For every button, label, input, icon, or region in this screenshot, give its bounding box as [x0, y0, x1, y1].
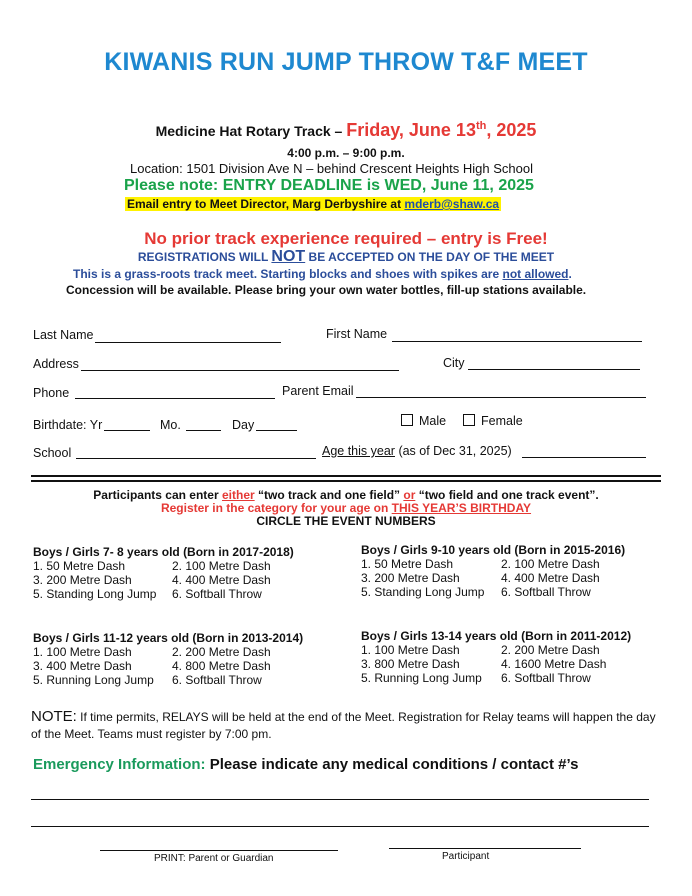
event-date	[346, 120, 536, 140]
no-registration-notice	[0, 248, 692, 266]
male-checkbox[interactable]	[401, 414, 413, 426]
event-item[interactable]: 5. Standing Long Jump	[361, 585, 485, 599]
event-item[interactable]: 1. 50 Metre Dash	[361, 557, 454, 571]
event-item[interactable]: 3. 400 Metre Dash	[33, 659, 132, 673]
event-item[interactable]: 5. Standing Long Jump	[33, 587, 157, 601]
event-item[interactable]: 4. 400 Metre Dash	[501, 571, 600, 585]
birthdate-day-label: Day	[232, 418, 255, 432]
phone-label: Phone	[33, 386, 70, 400]
reg-birthday: THIS YEAR’S BIRTHDAY	[391, 501, 532, 515]
birthdate-day-field[interactable]	[256, 430, 297, 431]
address-label: Address	[33, 357, 79, 371]
male-option[interactable]	[401, 414, 446, 428]
event-item[interactable]: 2. 100 Metre Dash	[501, 557, 600, 571]
school-label: School	[33, 446, 72, 460]
birthdate-month-label: Mo.	[160, 418, 181, 432]
emergency-text: Please indicate any medical conditions / contact #’s	[205, 756, 579, 773]
group-7-8-title: Boys / Girls 7- 8 years old (Born in 2017-2018)	[33, 545, 294, 559]
event-item[interactable]: 4. 800 Metre Dash	[172, 659, 271, 673]
noreg-not: NOT	[271, 248, 306, 265]
date-suffix: th	[475, 120, 487, 132]
event-location: Location: 1501 Division Ave N – behind Crescent Heights High School	[130, 161, 533, 176]
event-item[interactable]: 2. 200 Metre Dash	[172, 645, 271, 659]
reg-pre: Register in the category for your age on	[160, 501, 392, 515]
city-label: City	[443, 356, 465, 370]
event-item[interactable]: 1. 100 Metre Dash	[33, 645, 132, 659]
rules-p2: “two track and one field”	[254, 488, 404, 502]
free-entry-notice: No prior track experience required – entry is Free!	[144, 229, 548, 248]
emergency-info	[33, 756, 578, 773]
female-option[interactable]	[463, 414, 523, 428]
city-field[interactable]	[468, 369, 640, 370]
first-name-label: First Name	[326, 327, 388, 341]
entry-deadline: Please note: ENTRY DEADLINE is WED, June 11, 2025	[124, 177, 534, 194]
event-item[interactable]: 2. 200 Metre Dash	[501, 643, 600, 657]
event-item[interactable]: 6. Softball Throw	[501, 585, 591, 599]
parent-email-field[interactable]	[356, 397, 646, 398]
noreg-pre: REGISTRATIONS WILL	[137, 250, 272, 264]
age-label-underlined: Age this year	[322, 444, 395, 458]
event-item[interactable]: 6. Softball Throw	[172, 673, 262, 687]
divider-bottom	[31, 480, 661, 482]
grass-post: .	[568, 267, 572, 281]
group-11-12-title: Boys / Girls 11-12 years old (Born in 2013-2014)	[33, 631, 304, 645]
noreg-post: BE ACCEPTED ON THE DAY OF THE MEET	[305, 250, 555, 264]
page-title: KIWANIS RUN JUMP THROW T&F MEET	[104, 48, 588, 76]
age-label	[322, 444, 512, 458]
emergency-label: Emergency Information:	[33, 756, 206, 773]
date-text: Friday, June 13	[346, 120, 476, 140]
venue-text: Medicine Hat Rotary Track –	[155, 123, 347, 139]
last-name-field[interactable]	[95, 342, 281, 343]
event-item[interactable]: 6. Softball Throw	[172, 587, 262, 601]
birthdate-year-field[interactable]	[104, 430, 150, 431]
guardian-signature-line[interactable]	[100, 850, 338, 851]
grass-not-allowed: not allowed	[502, 267, 569, 281]
circle-events-heading: CIRCLE THE EVENT NUMBERS	[256, 514, 436, 528]
note-text: If time permits, RELAYS will be held at the end of the Meet. Registration for Relay teams will happen the day of the Meet. Teams must register by 7:00 pm.	[31, 710, 656, 741]
phone-field[interactable]	[75, 398, 275, 399]
participation-rules	[0, 488, 692, 502]
event-item[interactable]: 3. 200 Metre Dash	[33, 573, 132, 587]
event-item[interactable]: 1. 50 Metre Dash	[33, 559, 126, 573]
email-entry-line	[125, 197, 501, 211]
event-item[interactable]: 4. 1600 Metre Dash	[501, 657, 607, 671]
event-item[interactable]: 3. 800 Metre Dash	[361, 657, 460, 671]
school-field[interactable]	[76, 458, 316, 459]
female-checkbox[interactable]	[463, 414, 475, 426]
rules-p3: “two field and one track event”.	[415, 488, 599, 502]
email-entry-text: Email entry to Meet Director, Marg Derbyshire at	[127, 197, 405, 211]
age-field[interactable]	[522, 457, 646, 458]
date-year: , 2025	[486, 120, 537, 140]
register-category-notice	[0, 501, 692, 515]
female-label: Female	[481, 414, 523, 428]
guardian-signature-label: PRINT: Parent or Guardian	[154, 853, 274, 864]
grass-pre: This is a grass-roots track meet. Starting blocks and shoes with spikes are	[73, 267, 503, 281]
event-item[interactable]: 6. Softball Throw	[501, 671, 591, 685]
group-13-14-title: Boys / Girls 13-14 years old (Born in 2011-2012)	[361, 629, 632, 643]
event-item[interactable]: 5. Running Long Jump	[361, 671, 482, 685]
event-venue-date	[0, 120, 692, 141]
emergency-line-2[interactable]	[31, 826, 649, 827]
divider-top	[31, 475, 661, 477]
event-times: 4:00 p.m. – 9:00 p.m.	[287, 146, 405, 160]
emergency-line-1[interactable]	[31, 799, 649, 800]
event-item[interactable]: 3. 200 Metre Dash	[361, 571, 460, 585]
note-label: NOTE:	[31, 708, 77, 725]
grass-roots-notice	[73, 267, 572, 281]
male-label: Male	[419, 414, 447, 428]
participant-signature-label: Participant	[442, 851, 490, 862]
birthdate-month-field[interactable]	[186, 430, 221, 431]
group-9-10-title: Boys / Girls 9-10 years old (Born in 2015-2016)	[361, 543, 626, 557]
event-item[interactable]: 4. 400 Metre Dash	[172, 573, 271, 587]
address-field[interactable]	[81, 370, 399, 371]
rules-p1: Participants can enter	[93, 488, 222, 502]
birthdate-year-label: Birthdate: Yr	[33, 418, 103, 432]
event-item[interactable]: 1. 100 Metre Dash	[361, 643, 460, 657]
event-item[interactable]: 2. 100 Metre Dash	[172, 559, 271, 573]
first-name-field[interactable]	[392, 341, 642, 342]
email-link[interactable]: mderb@shaw.ca	[404, 197, 500, 211]
relay-note	[31, 708, 661, 743]
age-label-rest: (as of Dec 31, 2025)	[394, 444, 512, 458]
rules-or: or	[403, 488, 416, 502]
rules-either: either	[221, 488, 255, 502]
concession-notice: Concession will be available. Please bring your own water bottles, fill-up stations available.	[66, 283, 587, 297]
event-item[interactable]: 5. Running Long Jump	[33, 673, 154, 687]
participant-signature-line[interactable]	[389, 848, 581, 849]
parent-email-label: Parent Email	[282, 384, 354, 398]
last-name-label: Last Name	[33, 328, 94, 342]
